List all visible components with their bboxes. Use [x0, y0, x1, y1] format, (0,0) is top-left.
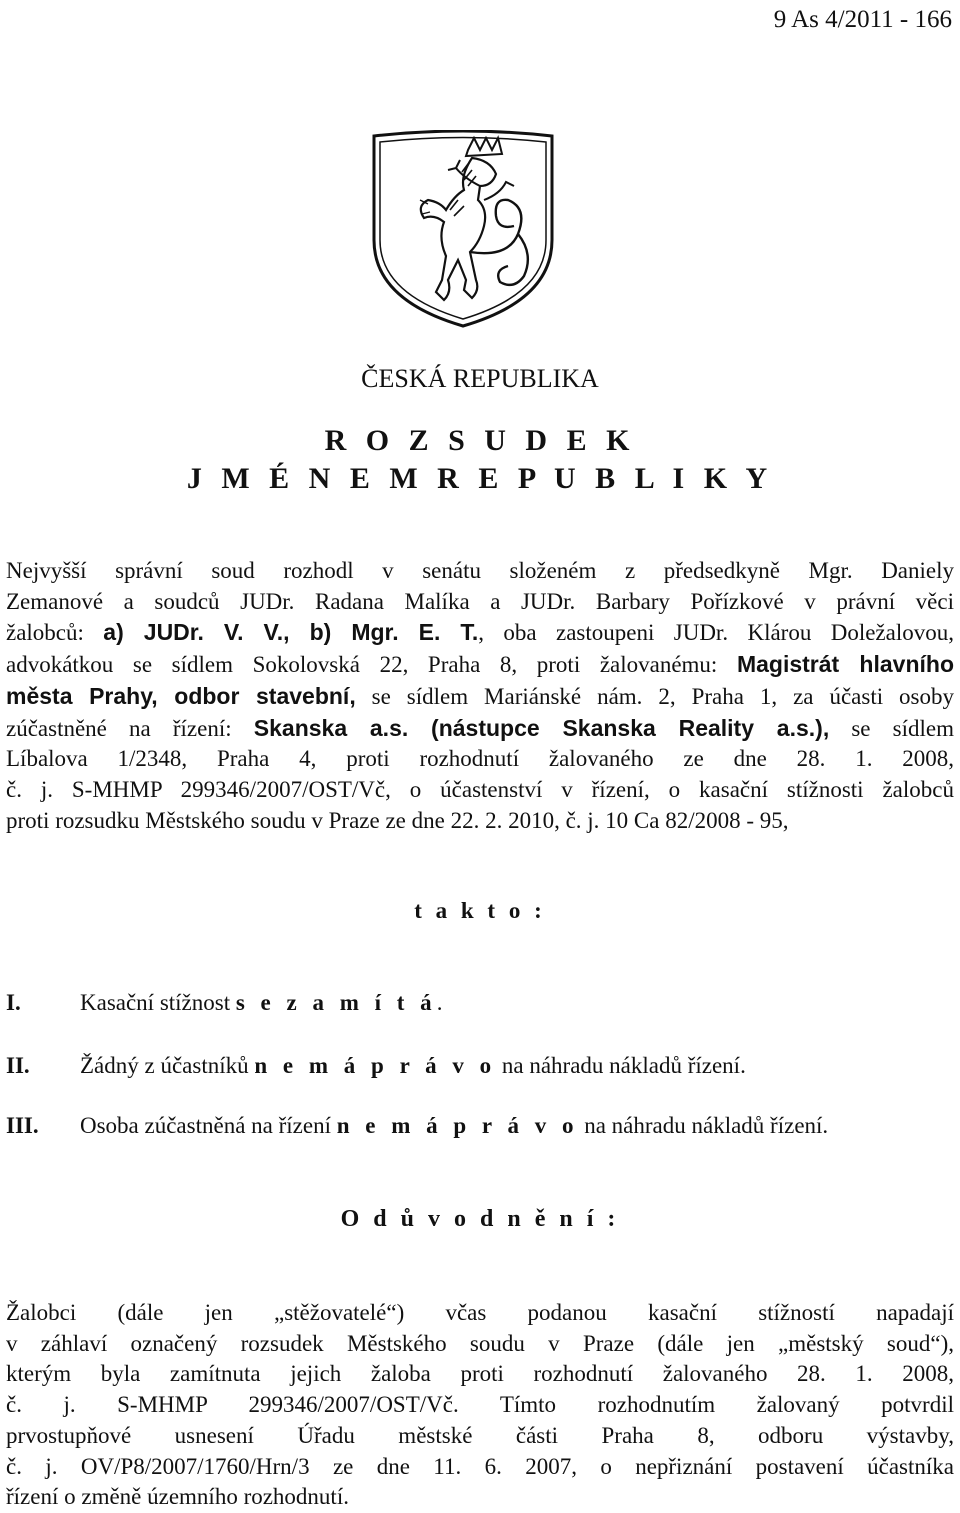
- intro-line: Zemanové a soudců JUDr. Radana Malíka a JUDr. Barbary Pořízkové v právní věci: [6, 588, 954, 614]
- defendant-name-cont: města Prahy, odbor stavební,: [6, 682, 356, 709]
- ruling-emphasis: n e m á p r á v o: [336, 1113, 579, 1138]
- reasoning-line: č. j. S-MHMP 299346/2007/OST/Vč. Tímto rozhodnutím žalovaný potvrdil: [6, 1392, 954, 1418]
- reasoning-line: č. j. OV/P8/2007/1760/Hrn/3 ze dne 11. 6. 2007, o nepřiznání postavení účastníka: [6, 1453, 954, 1479]
- ruling-text: [80, 1053, 746, 1079]
- reasoning-line: prvostupňové usnesení Úřadu městské části Praha 8, odboru výstavby,: [6, 1422, 954, 1448]
- ruling-pre: Osoba zúčastněná na řízení: [80, 1113, 337, 1138]
- reasoning-line: Žalobci (dále jen „stěžovatelé“) včas podanou kasační stížností napadají: [6, 1300, 954, 1325]
- intro-line: [6, 617, 954, 649]
- intro-paragraph: [6, 556, 954, 836]
- ruling-emphasis: n e m á p r á v o: [254, 1053, 497, 1078]
- ruling-pre: Žádný z účastníků: [80, 1053, 255, 1078]
- ruling-pre: Kasační stížnost: [80, 990, 236, 1015]
- ruling-post: na náhradu nákladů řízení.: [578, 1113, 829, 1138]
- reasoning-line: v záhlaví označený rozsudek Městského soudu v Praze (dále jen „městský soud“),: [6, 1330, 954, 1356]
- intro-line: č. j. S-MHMP 299346/2007/OST/Vč, o účastenství v řízení, o kasační stížnosti žalobců: [6, 776, 954, 802]
- intro-text: zúčastněné na řízení:: [6, 715, 254, 741]
- reasoning-line: kterým byla zamítnuta jejich žaloba proti rozhodnutí žalovaného 28. 1. 2008,: [6, 1361, 954, 1387]
- czech-coat-of-arms-lion-icon: [368, 130, 558, 330]
- reasoning-line: řízení o změně územního rozhodnutí.: [6, 1484, 349, 1510]
- ruling-emphasis: s e z a m í t á: [235, 990, 437, 1015]
- intro-line: Nejvyšší správní soud rozhodl v senátu složeném z předsedkyně Mgr. Daniely: [6, 558, 954, 583]
- case-number: 9 As 4/2011 - 166: [773, 6, 952, 33]
- intro-text: žalobců:: [6, 620, 104, 646]
- verdict-title: R O Z S U D E K: [324, 424, 636, 457]
- verdict-subtitle: J M É N E M R E P U B L I K Y: [186, 462, 774, 495]
- intro-line: proti rozsudku Městského soudu v Praze ze dne 22. 2. 2010, č. j. 10 Ca 82/2008 - 95,: [6, 807, 789, 833]
- defendant-name: Magistrát hlavního: [736, 651, 954, 678]
- intro-text: , oba zastoupeni JUDr. Klárou Doležalovou,: [478, 620, 954, 646]
- ruling-number: III.: [6, 1113, 39, 1138]
- ruling-post: .: [436, 990, 443, 1015]
- intro-line: [6, 649, 954, 681]
- reasoning-paragraph: [6, 1298, 954, 1513]
- intro-line: Líbalova 1/2348, Praha 4, proti rozhodnutí žalovaného ze dne 28. 1. 2008,: [6, 746, 954, 772]
- takto-heading: t a k t o :: [414, 898, 546, 923]
- ruling-text: [80, 1113, 828, 1139]
- intro-line: [6, 681, 954, 713]
- ruling-number: II.: [6, 1053, 30, 1078]
- ruling-post: na náhradu nákladů řízení.: [496, 1053, 746, 1078]
- ruling-number: I.: [6, 990, 21, 1015]
- intro-text: se sídlem: [829, 715, 954, 741]
- country-name: ČESKÁ REPUBLIKA: [361, 364, 599, 393]
- reasoning-heading: O d ů v o d n ě n í :: [340, 1206, 620, 1232]
- interested-party-name: Skanska a.s. (nástupce Skanska Reality a.s.),: [253, 714, 830, 741]
- intro-line: [6, 713, 954, 745]
- intro-text: advokátkou se sídlem Sokolovská 22, Praha 8, proti žalovanému:: [6, 652, 737, 678]
- intro-text: se sídlem Mariánské nám. 2, Praha 1, za účasti osoby: [355, 683, 954, 709]
- ruling-text: [80, 990, 442, 1016]
- plaintiffs-names: a) JUDr. V. V., b) Mgr. E. T.: [103, 619, 479, 646]
